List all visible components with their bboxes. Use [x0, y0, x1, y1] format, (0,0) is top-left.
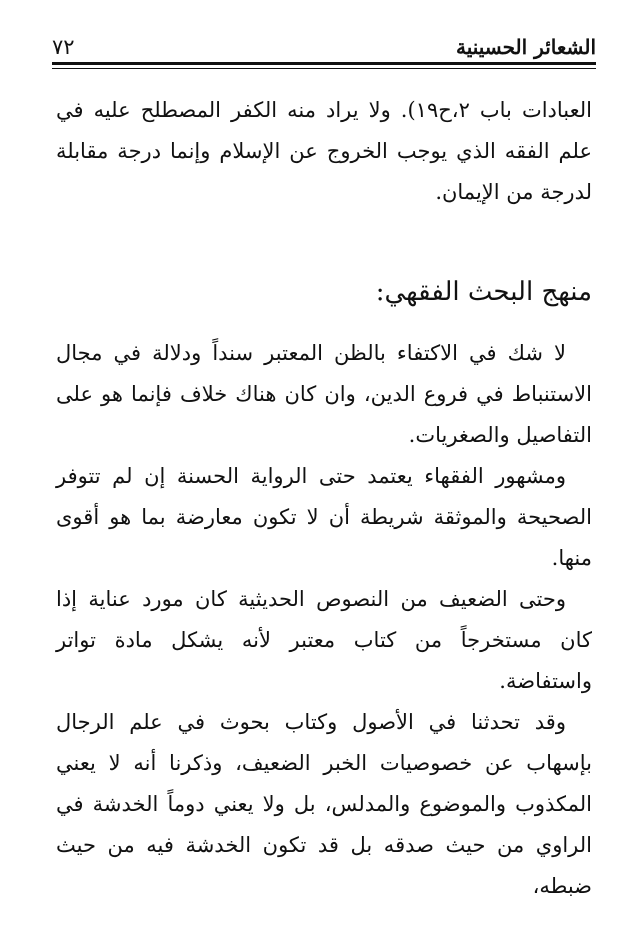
intro-paragraph-block — [56, 90, 592, 213]
running-header — [52, 27, 596, 61]
section-heading: منهج البحث الفقهي: — [375, 277, 592, 307]
running-title: الشعائر الحسينية — [455, 35, 596, 59]
page-number: ٧٢ — [52, 35, 75, 59]
paragraph-3: وحتى الضعيف من النصوص الحديثية كان مورد عناية إذا كان مستخرجاً من كتاب معتبر لأنه يشكل مادة تواتر واستفاضة. — [56, 587, 592, 693]
main-body — [56, 333, 592, 907]
intro-paragraph: العبادات باب ٢،ح١٩). ولا يراد منه الكفر المصطلح عليه في علم الفقه الذي يوجب الخروج عن الإسلام وإنما درجة مقابلة لدرجة من الإيمان. — [56, 98, 592, 204]
header-rule-thick — [52, 62, 596, 65]
paragraph-1: لا شك في الاكتفاء بالظن المعتبر سنداً ودلالة في مجال الاستنباط في فروع الدين، وان كان هناك خلاف فإنما هو على التفاصيل والصغريات. — [56, 341, 592, 447]
paragraph-2: ومشهور الفقهاء يعتمد حتى الرواية الحسنة إن لم تتوفر الصحيحة والموثقة شريطة أن لا تكون معارضة بما هو أقوى منها. — [56, 464, 592, 570]
header-rule-thin — [52, 68, 596, 69]
paragraph-4: وقد تحدثنا في الأصول وكتاب بحوث في علم الرجال بإسهاب عن خصوصيات الخبر الضعيف، وذكرنا أنه لا يعني المكذوب والموضوع والمدلس، بل ولا يعني دوماً الخدشة في الراوي من حيث صدقه بل قد تكون الخدشة فيه من حيث ضبطه، — [56, 710, 592, 898]
